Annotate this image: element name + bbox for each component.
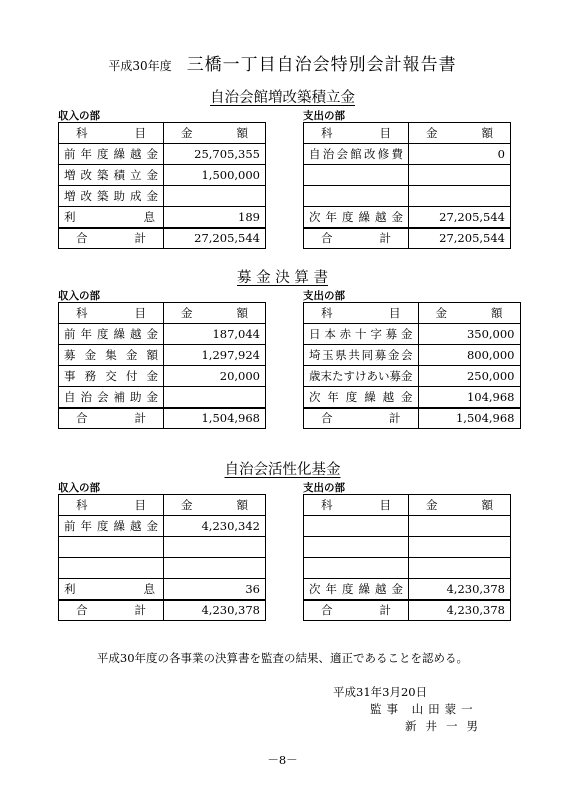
table-row	[304, 345, 521, 366]
table-row	[304, 366, 521, 387]
income-table	[58, 122, 266, 249]
total-label-cell	[59, 408, 164, 429]
table-row	[304, 579, 511, 600]
col-item-header	[304, 123, 409, 144]
item-cell	[304, 165, 409, 186]
col-amount-label: 金 額	[181, 306, 248, 320]
amount-cell	[409, 516, 511, 537]
item-cell	[304, 186, 409, 207]
col-item-header	[59, 303, 164, 324]
col-item-label: 科 目	[321, 126, 391, 140]
certification-text: 平成30年度の各事業の決算書を監査の結果、適正であることを認める。	[96, 651, 469, 665]
expense-table	[303, 302, 521, 429]
amount-cell: 1,297,924	[164, 345, 266, 366]
amount-cell: 36	[164, 579, 266, 600]
total-label: 合 計	[321, 603, 391, 618]
expense-table	[303, 122, 511, 249]
item-cell: 埼玉県共同募金会	[304, 345, 419, 366]
item-cell: 利息	[59, 579, 164, 600]
item-cell: 事務交付金	[59, 366, 164, 387]
amount-cell	[409, 558, 511, 579]
amount-cell: 350,000	[418, 324, 520, 345]
item-cell: 歳末たすけあい募金	[304, 366, 419, 387]
col-item-header	[59, 495, 164, 516]
table-row	[59, 558, 266, 579]
table-header-row	[59, 303, 266, 324]
col-amount-header	[409, 495, 511, 516]
amount-cell	[409, 537, 511, 558]
amount-cell	[409, 186, 511, 207]
col-item-header	[59, 123, 164, 144]
table-row	[304, 558, 511, 579]
col-amount-header	[418, 303, 520, 324]
table-row	[304, 324, 521, 345]
table-row	[304, 165, 511, 186]
expense-label: 支出の部	[303, 482, 345, 494]
amount-cell	[164, 558, 266, 579]
table-header-row	[304, 495, 511, 516]
amount-cell: 4,230,378	[409, 579, 511, 600]
page-number: －8－	[267, 753, 298, 767]
table-row	[304, 537, 511, 558]
col-amount-label: 金 額	[426, 126, 493, 140]
amount-cell: 800,000	[418, 345, 520, 366]
item-cell	[59, 537, 164, 558]
col-amount-label: 金 額	[181, 126, 248, 140]
expense-label: 支出の部	[303, 290, 345, 302]
table-header-row	[59, 495, 266, 516]
item-cell: 日本赤十字募金	[304, 324, 419, 345]
total-amount-cell: 1,504,968	[418, 408, 520, 429]
amount-cell	[164, 387, 266, 408]
item-cell: 自治会館改修費	[304, 144, 409, 165]
table-header-row	[59, 123, 266, 144]
item-cell: 増改築積立金	[59, 165, 164, 186]
total-label-cell	[304, 228, 409, 249]
fiscal-year: 平成30年度	[108, 59, 172, 73]
item-cell: 前年度繰越金	[59, 516, 164, 537]
total-label-cell	[59, 228, 164, 249]
section-title: 自治会館増改築積立金	[210, 90, 355, 106]
table-header-row	[304, 123, 511, 144]
table-row	[59, 537, 266, 558]
table-row	[59, 579, 266, 600]
total-label: 合 計	[321, 411, 401, 426]
total-row	[59, 228, 266, 249]
item-cell: 次年度繰越金	[304, 579, 409, 600]
section-title: 募 金 決 算 書	[237, 270, 328, 286]
item-cell	[59, 558, 164, 579]
audit-date: 平成31年3月20日	[333, 685, 428, 699]
table-row	[59, 186, 266, 207]
col-amount-label: 金 額	[181, 498, 248, 512]
amount-cell: 104,968	[418, 387, 520, 408]
total-label-cell	[304, 600, 409, 621]
total-label: 合 計	[76, 411, 146, 426]
total-row	[59, 408, 266, 429]
item-cell	[304, 558, 409, 579]
table-row	[304, 207, 511, 228]
income-table	[58, 494, 266, 621]
expense-label: 支出の部	[303, 110, 345, 122]
col-amount-label: 金 額	[435, 306, 503, 320]
total-amount-cell: 27,205,544	[164, 228, 266, 249]
total-row	[304, 600, 511, 621]
amount-cell: 27,205,544	[409, 207, 511, 228]
col-item-label: 科 目	[76, 498, 146, 512]
item-cell: 利息	[59, 207, 164, 228]
amount-cell: 189	[164, 207, 266, 228]
item-cell: 増改築助成金	[59, 186, 164, 207]
section-title: 自治会活性化基金	[224, 462, 341, 478]
report-title	[0, 50, 565, 75]
col-amount-header	[164, 303, 266, 324]
total-amount-cell: 4,230,378	[164, 600, 266, 621]
amount-cell: 250,000	[418, 366, 520, 387]
table-row	[304, 387, 521, 408]
total-row	[304, 408, 521, 429]
total-label-cell	[59, 600, 164, 621]
table-header-row	[304, 303, 521, 324]
table-row	[304, 144, 511, 165]
auditor-line-1: 監事 山田蒙一	[370, 702, 478, 716]
col-item-label: 科 目	[76, 126, 146, 140]
total-amount-cell: 4,230,378	[409, 600, 511, 621]
col-item-label: 科 目	[321, 498, 391, 512]
col-amount-header	[164, 123, 266, 144]
income-label: 収入の部	[58, 482, 100, 494]
amount-cell: 1,500,000	[164, 165, 266, 186]
table-row	[59, 324, 266, 345]
col-amount-header	[164, 495, 266, 516]
col-item-label: 科 目	[76, 306, 146, 320]
table-row	[59, 144, 266, 165]
total-amount-cell: 27,205,544	[409, 228, 511, 249]
item-cell	[304, 516, 409, 537]
col-amount-label: 金 額	[426, 498, 493, 512]
item-cell: 次年度繰越金	[304, 387, 419, 408]
item-cell: 募金集金額	[59, 345, 164, 366]
total-amount-cell: 1,504,968	[164, 408, 266, 429]
table-row	[59, 207, 266, 228]
amount-cell: 25,705,355	[164, 144, 266, 165]
item-cell: 前年度繰越金	[59, 324, 164, 345]
table-row	[304, 186, 511, 207]
amount-cell	[409, 165, 511, 186]
table-row	[304, 516, 511, 537]
amount-cell: 187,044	[164, 324, 266, 345]
table-row	[59, 516, 266, 537]
total-label-cell	[304, 408, 419, 429]
auditor-line-2: 新井一男	[405, 719, 487, 733]
table-row	[59, 366, 266, 387]
table-row	[59, 387, 266, 408]
col-amount-header	[409, 123, 511, 144]
expense-table	[303, 494, 511, 621]
table-row	[59, 165, 266, 186]
col-item-header	[304, 495, 409, 516]
item-cell: 自治会補助金	[59, 387, 164, 408]
total-row	[304, 228, 511, 249]
income-label: 収入の部	[58, 110, 100, 122]
amount-cell	[164, 186, 266, 207]
table-row	[59, 345, 266, 366]
total-label: 合 計	[321, 231, 391, 246]
amount-cell: 4,230,342	[164, 516, 266, 537]
item-cell: 次年度繰越金	[304, 207, 409, 228]
amount-cell: 20,000	[164, 366, 266, 387]
amount-cell	[164, 537, 266, 558]
income-table	[58, 302, 266, 429]
total-row	[59, 600, 266, 621]
item-cell	[304, 537, 409, 558]
report-title-text: 三橋一丁目自治会特別会計報告書	[186, 55, 457, 75]
item-cell: 前年度繰越金	[59, 144, 164, 165]
col-item-header	[304, 303, 419, 324]
income-label: 収入の部	[58, 290, 100, 302]
total-label: 合 計	[76, 231, 146, 246]
amount-cell: 0	[409, 144, 511, 165]
total-label: 合 計	[76, 603, 146, 618]
col-item-label: 科 目	[321, 306, 401, 320]
